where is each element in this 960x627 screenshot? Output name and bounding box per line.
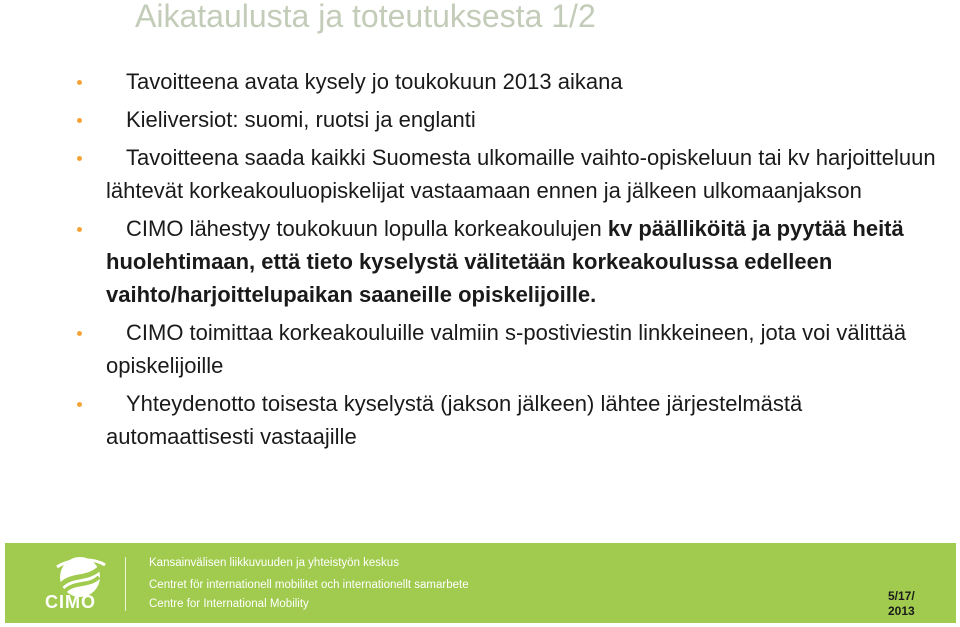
bullet-text: Tavoitteena saada kaikki Suomesta ulkomaille vaihto-opiskeluun tai kv harjoitteluun lähtevät korkeakouluopiskelijat vastaamaan ennen ja jälkeen ulkomaanjakson — [106, 145, 936, 204]
bullet-item — [0, 142, 960, 207]
bullet-item — [0, 317, 960, 382]
org-name-fi: Kansainvälisen liikkuvuuden ja yhteistyön keskus — [149, 557, 399, 569]
bullet-dot-icon — [77, 156, 82, 161]
footer-divider — [125, 557, 126, 611]
bullet-text: Kieliversiot: suomi, ruotsi ja englanti — [126, 107, 476, 133]
bullet-text-bold: kv päälliköitä ja pyytää heitä huolehtimaan, että tieto kyselystä välitetään korkeakoulussa edelleen vaihto/harjoittelupaikan saaneille opiskelijoille. — [106, 216, 904, 307]
bullet-dot-icon — [77, 227, 82, 232]
bullet-dot-icon — [77, 402, 82, 407]
page-number: 5/17/ 2013 — [888, 589, 915, 618]
bullet-dot-icon — [77, 80, 82, 85]
slide-title: Aikataulusta ja toteutuksesta 1/2 — [135, 0, 596, 34]
bullet-dot-icon — [77, 331, 82, 336]
bullet-text: CIMO lähestyy toukokuun lopulla korkeakoulujen — [126, 216, 608, 242]
bullet-text: CIMO toimittaa korkeakouluille valmiin s-postiviestin linkkeineen, jota voi välittää opiskelijoille — [106, 319, 907, 378]
bullet-text: Tavoitteena avata kysely jo toukokuun 2013 aikana — [126, 69, 623, 94]
footer-bar — [5, 543, 956, 623]
bullet-dot-icon — [77, 118, 82, 123]
logo-text: CIMO — [45, 592, 96, 612]
bullet-item — [0, 104, 960, 137]
bullet-text: Yhteydenotto toisesta kyselystä (jakson jälkeen) lähtee järjestelmästä automaattisesti vastaajille — [106, 390, 803, 449]
org-name-en: Centre for International Mobility — [149, 598, 309, 610]
bullet-item — [0, 66, 960, 99]
bullet-item — [0, 388, 960, 453]
bullet-item — [0, 213, 960, 311]
org-name-sv: Centret för internationell mobilitet och internationellt samarbete — [149, 579, 469, 591]
bullet-list — [0, 66, 960, 459]
